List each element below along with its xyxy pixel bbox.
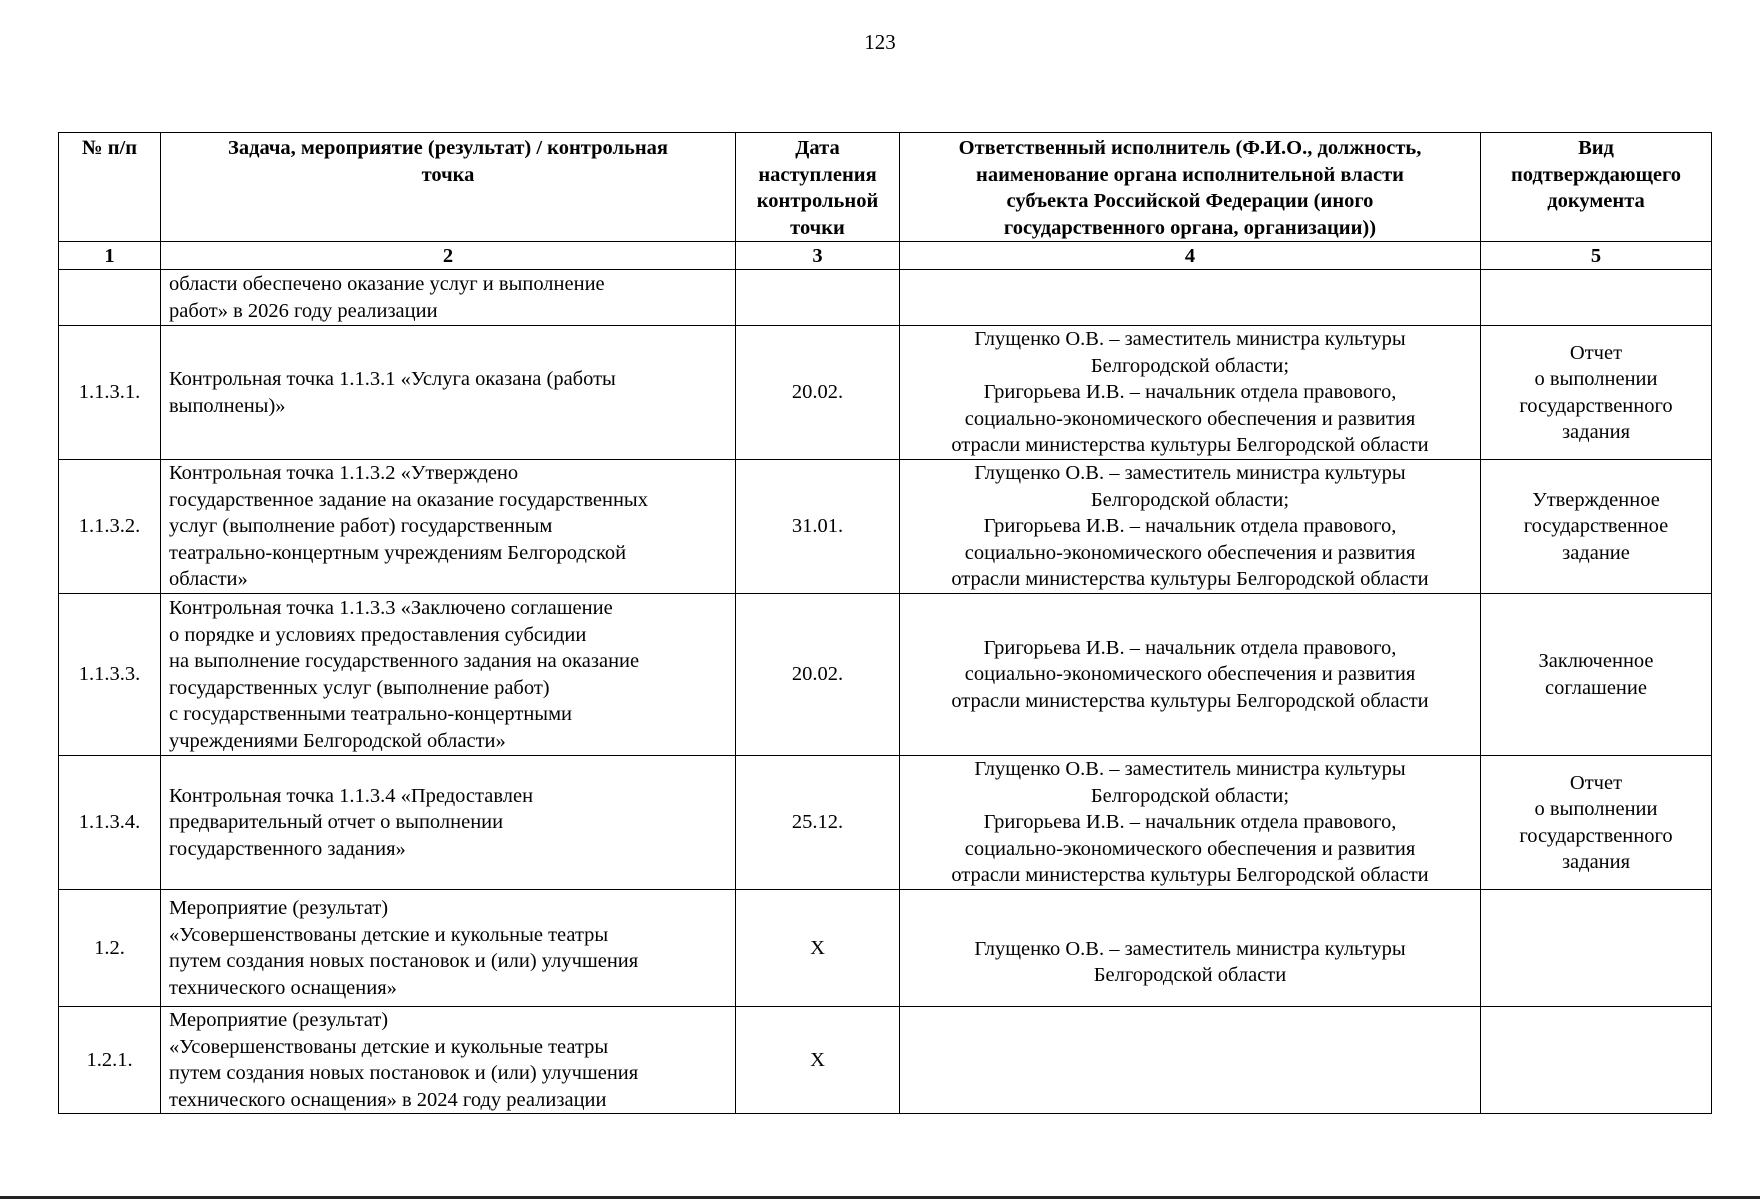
column-number: 1: [59, 242, 161, 270]
column-number: 5: [1481, 242, 1712, 270]
row-number: 1.1.3.3.: [59, 594, 161, 756]
row-task: области обеспечено оказание услуг и выполнение работ» в 2026 году реализации: [161, 270, 736, 326]
column-number: 2: [161, 242, 736, 270]
row-number: 1.1.3.4.: [59, 756, 161, 890]
row-document: Отчет о выполнении государственного задания: [1481, 326, 1712, 460]
row-task: Мероприятие (результат) «Усовершенствованы детские и кукольные театры путем создания новых постановок и (или) улучшения технического оснащения»: [161, 890, 736, 1007]
table-row: [59, 594, 1712, 756]
row-document: [1481, 1007, 1712, 1114]
table-row: [59, 1007, 1712, 1114]
header-executor: Ответственный исполнитель (Ф.И.О., должность, наименование органа исполнительной власти субъекта Российской Федерации (иного государственного органа, организации)): [900, 133, 1481, 242]
row-task: Контрольная точка 1.1.3.1 «Услуга оказана (работы выполнены)»: [161, 326, 736, 460]
header-task: Задача, мероприятие (результат) / контрольная точка: [161, 133, 736, 242]
header-number: № п/п: [59, 133, 161, 242]
table-row: [59, 270, 1712, 326]
row-executor: Глущенко О.В. – заместитель министра культуры Белгородской области; Григорьева И.В. – начальник отдела правового, социально-экономического обеспечения и развития отрасли министерства культуры Белгородской области: [900, 460, 1481, 594]
row-task: Контрольная точка 1.1.3.3 «Заключено соглашение о порядке и условиях предоставления субсидии на выполнение государственного задания на оказание государственных услуг (выполнение работ) с государственными театрально-концертными учреждениями Белгородской области»: [161, 594, 736, 756]
row-date: Х: [736, 1007, 900, 1114]
row-date: 25.12.: [736, 756, 900, 890]
table-row: [59, 460, 1712, 594]
row-date: 20.02.: [736, 326, 900, 460]
row-executor: [900, 270, 1481, 326]
row-document: Утвержденное государственное задание: [1481, 460, 1712, 594]
table-row: [59, 326, 1712, 460]
row-task: Контрольная точка 1.1.3.2 «Утверждено государственное задание на оказание государственных услуг (выполнение работ) государственным театрально-концертным учреждениям Белгородской области»: [161, 460, 736, 594]
header-date: Дата наступления контрольной точки: [736, 133, 900, 242]
row-document: [1481, 890, 1712, 1007]
header-document: Вид подтверждающего документа: [1481, 133, 1712, 242]
row-document: Заключенное соглашение: [1481, 594, 1712, 756]
row-number: 1.1.3.2.: [59, 460, 161, 594]
page-number: 123: [864, 30, 896, 54]
row-executor: [900, 1007, 1481, 1114]
row-number: 1.1.3.1.: [59, 326, 161, 460]
column-number-row: [59, 242, 1712, 270]
column-number: 4: [900, 242, 1481, 270]
row-date: 20.02.: [736, 594, 900, 756]
row-number: 1.2.: [59, 890, 161, 1007]
table-row: [59, 890, 1712, 1007]
control-points-table: [58, 132, 1712, 1114]
row-document: [1481, 270, 1712, 326]
row-date: Х: [736, 890, 900, 1007]
table-row: [59, 756, 1712, 890]
row-number: 1.2.1.: [59, 1007, 161, 1114]
header-row: [59, 133, 1712, 242]
scan-edge-line: [0, 1196, 1760, 1199]
row-task: Мероприятие (результат) «Усовершенствованы детские и кукольные театры путем создания новых постановок и (или) улучшения технического оснащения» в 2024 году реализации: [161, 1007, 736, 1114]
column-number: 3: [736, 242, 900, 270]
row-number: [59, 270, 161, 326]
row-executor: Григорьева И.В. – начальник отдела правового, социально-экономического обеспечения и развития отрасли министерства культуры Белгородской области: [900, 594, 1481, 756]
row-executor: Глущенко О.В. – заместитель министра культуры Белгородской области; Григорьева И.В. – начальник отдела правового, социально-экономического обеспечения и развития отрасли министерства культуры Белгородской области: [900, 756, 1481, 890]
row-date: 31.01.: [736, 460, 900, 594]
row-task: Контрольная точка 1.1.3.4 «Предоставлен предварительный отчет о выполнении государственного задания»: [161, 756, 736, 890]
row-executor: Глущенко О.В. – заместитель министра культуры Белгородской области: [900, 890, 1481, 1007]
row-date: [736, 270, 900, 326]
row-document: Отчет о выполнении государственного задания: [1481, 756, 1712, 890]
row-executor: Глущенко О.В. – заместитель министра культуры Белгородской области; Григорьева И.В. – начальник отдела правового, социально-экономического обеспечения и развития отрасли министерства культуры Белгородской области: [900, 326, 1481, 460]
